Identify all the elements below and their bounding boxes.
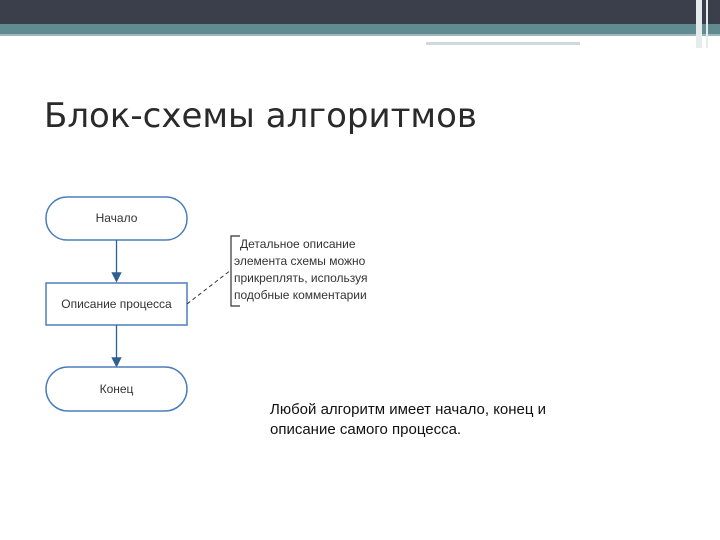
comment-connector: [187, 270, 231, 304]
end-node-label: Конец: [99, 382, 134, 396]
process-node-label: Описание процесса: [61, 297, 172, 311]
slide-caption: [270, 400, 650, 440]
start-node-label: Начало: [95, 211, 138, 225]
comment-line-3: прикреплять, используя: [234, 271, 368, 285]
caption-line-1: Любой алгоритм имеет начало, конец и: [270, 401, 547, 418]
comment-line-2: элемента схемы можно: [234, 254, 366, 268]
comment-line-1: Детальное описание: [240, 237, 356, 251]
slide-title: Блок-схемы алгоритмов: [44, 96, 477, 136]
comment-line-4: подобные комментарии: [234, 288, 367, 302]
caption-line-2: описание самого процесса.: [270, 421, 462, 438]
